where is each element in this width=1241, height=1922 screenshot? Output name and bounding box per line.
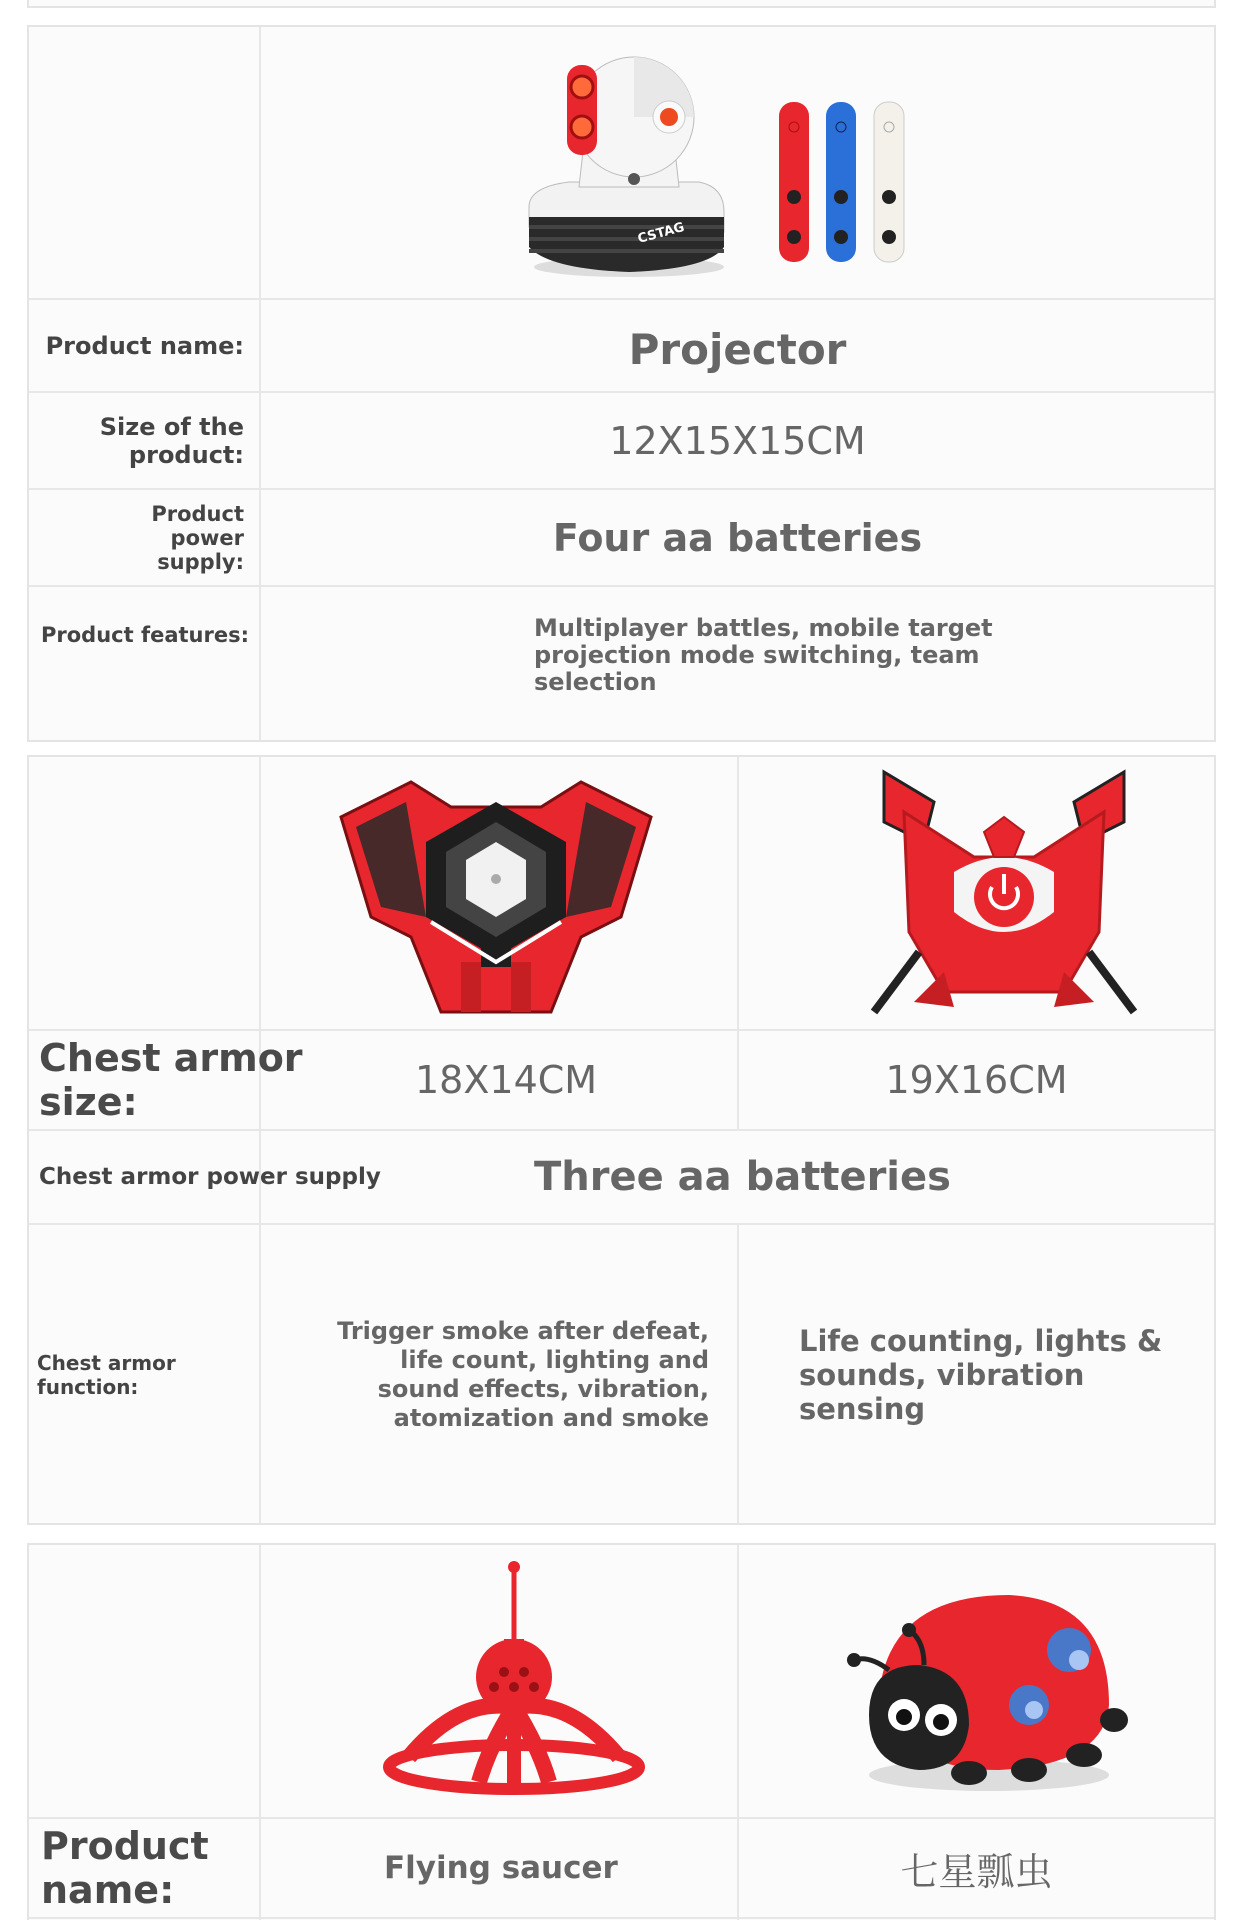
product-features-value: Multiplayer battles, mobile target projection mode switching, team selection — [534, 614, 993, 696]
ladybug-image — [829, 1575, 1129, 1805]
ladybug-name: 七星瓢虫 — [900, 1849, 1053, 1894]
toys-name-row — [29, 1817, 1214, 1917]
chest-armor-size-value-2: 19X16CM — [885, 1058, 1068, 1102]
flying-saucer-name: Flying saucer — [384, 1850, 618, 1886]
chest-armor-power-label: Chest armor power supply — [39, 1164, 381, 1190]
chest-armor-function-row — [29, 1223, 1214, 1525]
chest-armor-size-row — [29, 1029, 1214, 1129]
chest-armor-function-value-1: Trigger smoke after defeat, life count, lighting and sound effects, vibration, atomization and smoke — [337, 1317, 709, 1432]
projector-image-row — [29, 27, 1214, 298]
chest-armor-function-label: Chest armor function: — [37, 1351, 176, 1399]
chest-armor-size-label: Chest armor size: — [39, 1036, 303, 1124]
projector-power-row — [29, 488, 1214, 585]
projector-size-row — [29, 391, 1214, 488]
product-features-label: Product features: — [41, 623, 249, 647]
projector-logo: CSTAG — [636, 220, 687, 247]
toys-spec-table — [27, 1543, 1216, 1920]
chest-armor-power-row — [29, 1129, 1214, 1223]
flying-saucer-image — [369, 1557, 659, 1797]
chest-armor-spec-table — [27, 755, 1216, 1525]
projector-image — [509, 47, 749, 282]
product-name-value: Projector — [628, 325, 847, 374]
gun-remotes-image — [774, 97, 914, 287]
toys-name-label: Product name: — [41, 1824, 209, 1912]
product-name-label: Product name: — [45, 331, 244, 360]
product-power-label: Product power supply: — [151, 501, 244, 574]
chest-armor-size-value-1: 18X14CM — [415, 1058, 598, 1102]
product-size-label: Size of the product: — [99, 412, 244, 469]
projector-features-row — [29, 585, 1214, 742]
projector-spec-table — [27, 25, 1216, 742]
chest-armor-function-value-2: Life counting, lights & sounds, vibration sensing — [799, 1324, 1163, 1426]
product-power-value: Four aa batteries — [552, 515, 923, 560]
chest-armor-power-value: Three aa batteries — [534, 1154, 951, 1200]
product-size-value: 12X15X15CM — [609, 418, 866, 463]
chest-armor-red-image — [844, 762, 1164, 1022]
toys-image-row — [29, 1545, 1214, 1817]
top-divider — [27, 0, 1216, 8]
chest-armor-image-row — [29, 757, 1214, 1029]
projector-name-row — [29, 298, 1214, 391]
chest-armor-black-image — [321, 767, 671, 1017]
